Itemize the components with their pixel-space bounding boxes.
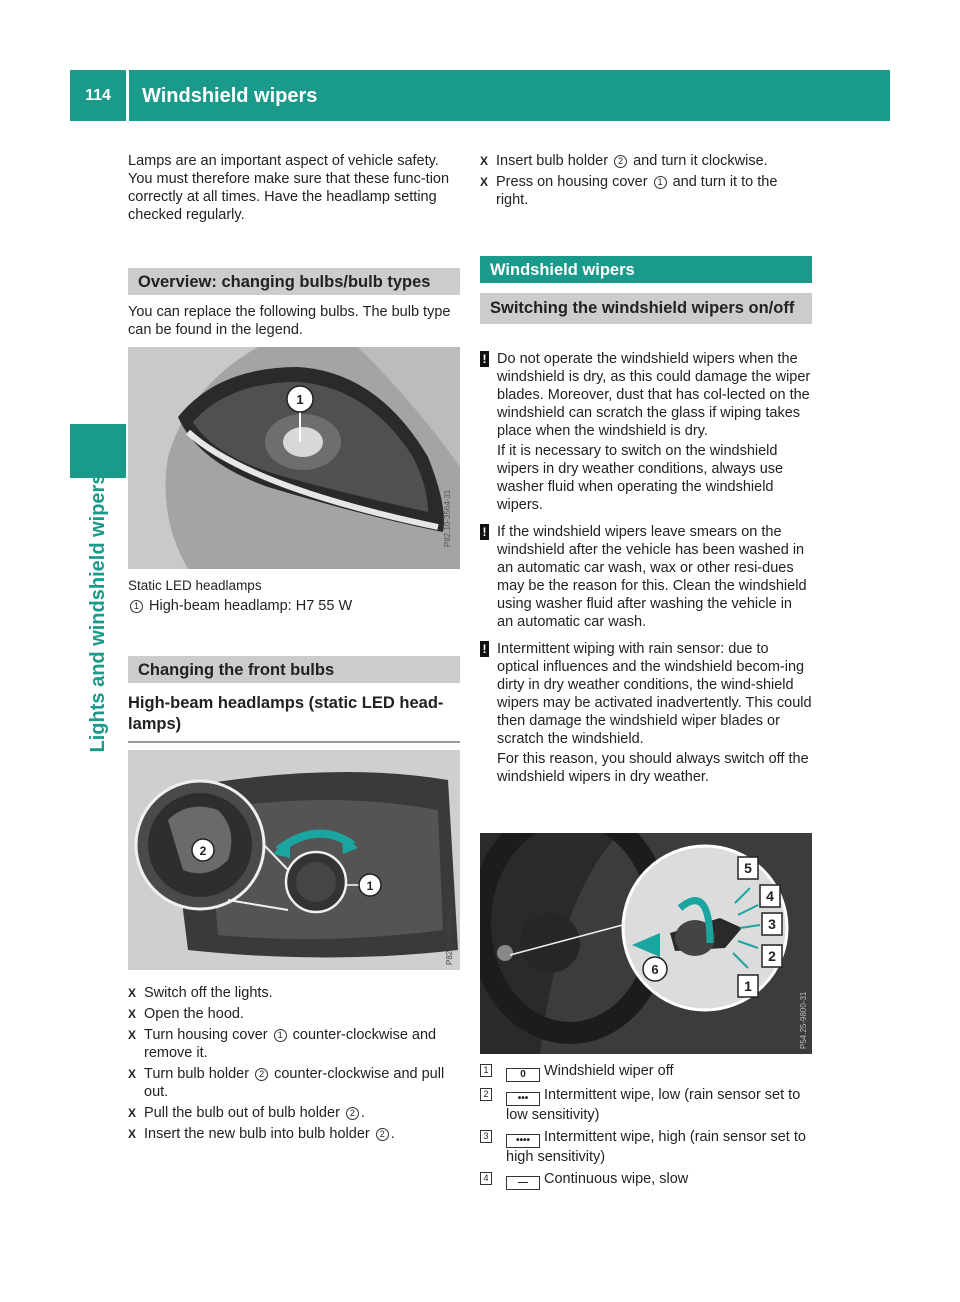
warning-extra: If it is necessary to switch on the windshield wipers in dry weather conditions, always use washer fluid when operating the windshield wipers. [497,443,784,513]
header-divider [126,70,129,121]
intro-paragraph: Lamps are an important aspect of vehicle safety. You must therefore make sure that these func-tion correctly at all times. Have the headlamp setting checked regularly. [128,153,450,223]
callout-5: 5 [744,860,752,876]
step-marker-icon: X [128,1028,137,1042]
warning-icon: ! [480,524,489,540]
step-marker-icon: X [480,175,489,189]
callout-ref: 2 [376,1128,389,1141]
front-bulbs-heading: Changing the front bulbs [128,656,460,683]
front-bulbs-section [128,656,460,743]
legend-row-1 [480,1062,812,1082]
intermittent-low-symbol-icon: ••• [506,1092,540,1106]
step-text: Switch off the lights. [144,985,273,1001]
side-tab-marker [70,424,126,478]
highbeam-heading: High-beam headlamps (static LED head-lamps) [128,693,460,743]
headlamp-photo [128,347,460,569]
step-pull-bulb [128,1104,460,1122]
callout-2-img2: 2 [199,844,207,858]
callout-3: 3 [768,916,776,932]
callout-4: 4 [766,888,774,904]
step-marker-icon: X [128,1106,137,1120]
step-text: Open the hood. [144,1006,244,1022]
step-text: Insert bulb holder 2 and turn it clockwise. [496,153,768,169]
step-text: Press on housing cover 1 and turn it to the right. [496,174,778,208]
callout-1-img2: 1 [366,879,374,893]
callout-2-img3: 2 [768,948,776,964]
step-text: Turn housing cover 1 counter-clockwise and remove it. [144,1027,437,1061]
step-text: Turn bulb holder 2 counter-clockwise and pull out. [144,1066,445,1100]
warnings [480,350,812,786]
warning-text: If the windshield wipers leave smears on the windshield after the vehicle has been washed in an automatic car wash, wax or other resi-dues may be the reason for this. Clean the windshield using washer fluid after washing the vehicle in an automatic car wash. [497,524,807,630]
step-marker-icon: X [128,986,137,1000]
left-steps [128,984,460,1143]
wipers-subsection-heading: Switching the windshield wipers on/off [480,293,812,324]
intermittent-high-symbol-icon: •••• [506,1134,540,1148]
callout-1-legend: 1 [130,600,143,613]
callout-6: 6 [651,962,659,977]
wiper-legend [480,1062,812,1190]
step-text: Pull the bulb out of bulb holder 2 . [144,1105,365,1121]
overview-text: You can replace the following bulbs. The bulb type can be found in the legend. [128,304,451,338]
warning-text: Do not operate the windshield wipers when the windshield is dry, as this could damage the wiper blades. Moreover, dust that has col-lected on the windshield can scratch the glass if wiping takes place when the windshield is dry. [497,351,811,439]
step-marker-icon: X [128,1127,137,1141]
wipers-section [480,256,812,324]
image1-caption: Static LED headlamps [128,578,262,593]
image2-code: P82.10-3565-31 [445,907,454,965]
left-column [128,152,460,224]
warning-icon: ! [480,641,489,657]
step-turn-holder [128,1065,460,1101]
step-marker-icon: X [128,1067,137,1081]
callout-1-img3: 1 [744,978,752,994]
headlamp-illustration [128,347,460,569]
legend-key: 2 [480,1088,492,1101]
legend-text: Windshield wiper off [544,1063,674,1079]
warning-text: Intermittent wiping with rain sensor: due to optical influences and the windshield becom-ing dirty in dry weather conditions, the wind-shield wipers may be activated inadvertently. This could then damage the windshield wiper blades or scratch the windshield. [497,641,812,747]
callout-ref: 2 [346,1107,359,1120]
legend-row-3 [480,1128,812,1166]
warning-smears [480,523,812,631]
legend-row-2 [480,1086,812,1124]
step-marker-icon: X [128,1007,137,1021]
warning-icon: ! [480,351,489,367]
step-press-cover [480,173,812,209]
page-title: Windshield wipers [142,84,318,107]
housing-cover-photo [128,750,460,970]
callout-ref: 2 [614,155,627,168]
step-open-hood [128,1005,460,1023]
callout-ref: 1 [274,1029,287,1042]
callout-ref: 2 [255,1068,268,1081]
image1-code: P82.10-3564-31 [443,489,452,547]
image1-legend-row [128,597,460,615]
step-insert-holder [480,152,812,170]
legend-key: 1 [480,1064,492,1077]
image1-legend: High-beam headlamp: H7 55 W [149,598,353,614]
side-tab-label: Lights and windshield wipers [87,473,109,753]
page-number: 114 [85,86,111,104]
legend-text: Intermittent wipe, low (rain sensor set to low sensitivity) [506,1087,801,1123]
step-text: Insert the new bulb into bulb holder 2 . [144,1126,395,1142]
overview-heading: Overview: changing bulbs/bulb types [128,268,460,295]
warning-dry-operation [480,350,812,514]
step-switch-off [128,984,460,1002]
legend-text: Continuous wipe, slow [544,1171,689,1187]
overview-section [128,268,460,339]
legend-key: 4 [480,1172,492,1185]
callout-ref: 1 [654,176,667,189]
wiper-stalk-illustration [480,833,812,1054]
wiper-stalk-photo [480,833,812,1054]
image1-caption-block [128,577,460,615]
legend-text: Intermittent wipe, high (rain sensor set to high sensitivity) [506,1129,806,1165]
housing-cover-illustration [128,750,460,970]
image3-code: P54.25-9800-31 [799,991,808,1049]
warning-rain-sensor [480,640,812,786]
warning-extra: For this reason, you should always switch off the windshield wipers in dry weather. [497,751,809,785]
right-steps [480,152,812,209]
continuous-slow-symbol-icon: — [506,1176,540,1190]
legend-key: 3 [480,1130,492,1143]
step-turn-cover [128,1026,460,1062]
step-insert-bulb [128,1125,460,1143]
callout-1-img1: 1 [296,392,304,407]
wiper-off-symbol-icon: 0 [506,1068,540,1082]
step-marker-icon: X [480,154,489,168]
legend-row-4 [480,1170,812,1190]
side-tab [70,473,126,753]
wipers-section-heading: Windshield wipers [480,256,812,283]
